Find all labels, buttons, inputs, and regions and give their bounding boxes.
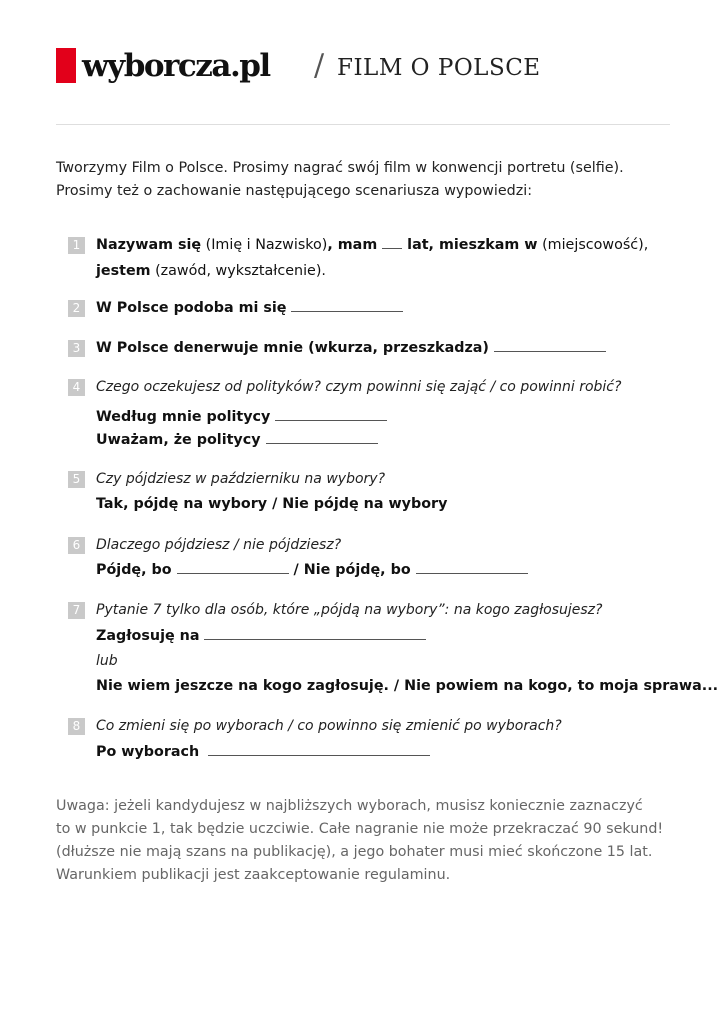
answer-line: W Polsce denerwuje mnie (wkurza, przeszkadza) [96,338,606,358]
note-line-4: Warunkiem publikacji jest zaakceptowanie regulaminu. [56,867,451,883]
age-blank[interactable] [382,235,402,249]
question-prompt: Dlaczego pójdziesz / nie pójdziesz? [96,537,342,553]
question-number: 6 [68,537,85,554]
answer-blank[interactable] [208,742,430,756]
answer-line: Pójdę, bo / Nie pójdę, bo [96,560,528,580]
answer-blank[interactable] [291,298,403,312]
note-line-3: (dłuższe nie mają szans na publikację), a jego bohater musi mieć skończone 15 lat. [56,844,653,860]
answer-line: Uważam, że politycy [96,430,378,450]
question-number: 3 [68,340,85,357]
answer-line: Nazywam się (Imię i Nazwisko), mam lat, mieszkam w (miejscowość), [96,237,649,253]
intro-paragraph [56,157,656,203]
answer-blank[interactable] [416,560,528,574]
answer-line: Nie wiem jeszcze na kogo zagłosuję. / Nie powiem na kogo, to moja sprawa... [96,678,719,694]
intro-line-2: Prosimy też o zachowanie następującego scenariusza wypowiedzi: [56,183,533,199]
header-slash: / [314,48,325,83]
answer-blank[interactable] [494,338,606,352]
logo-wordmark: wyborcza.pl [82,48,270,84]
question-number: 4 [68,379,85,396]
answer-line: Według mnie politycy [96,407,387,427]
answer-line: W Polsce podoba mi się [96,298,403,318]
note-line-1: Uwaga: jeżeli kandydujesz w najbliższych wyborach, musisz koniecznie zaznaczyć [56,798,643,814]
answer-line: jestem (zawód, wykształcenie). [96,263,326,279]
note-paragraph [56,795,666,887]
logo-red-square [56,48,76,83]
question-prompt: Pytanie 7 tylko dla osób, które „pójdą na wybory”: na kogo zagłosujesz? [96,602,603,618]
answer-blank[interactable] [204,626,426,640]
question-number: 1 [68,237,85,254]
question-number: 2 [68,300,85,317]
question-prompt: Czego oczekujesz od polityków? czym powinni się zająć / co powinni robić? [96,379,622,395]
page-title: FILM O POLSCE [337,55,541,81]
answer-line: Tak, pójdę na wybory / Nie pójdę na wybory [96,496,448,512]
question-number: 8 [68,718,85,735]
page-header [56,46,676,86]
question-prompt: Co zmieni się po wyborach / co powinno się zmienić po wyborach? [96,718,562,734]
header-divider [56,124,670,125]
question-number: 5 [68,471,85,488]
intro-line-1: Tworzymy Film o Polsce. Prosimy nagrać swój film w konwencji portretu (selfie). [56,160,624,176]
question-prompt: Czy pójdziesz w październiku na wybory? [96,471,385,487]
answer-blank[interactable] [177,560,289,574]
question-number: 7 [68,602,85,619]
note-line-2: to w punkcie 1, tak będzie uczciwie. Całe nagranie nie może przekraczać 90 sekund! [56,821,664,837]
or-label: lub [96,653,118,669]
answer-blank[interactable] [266,430,378,444]
answer-line: Zagłosuję na [96,626,426,646]
answer-blank[interactable] [275,407,387,421]
answer-line: Po wyborach [96,742,430,762]
